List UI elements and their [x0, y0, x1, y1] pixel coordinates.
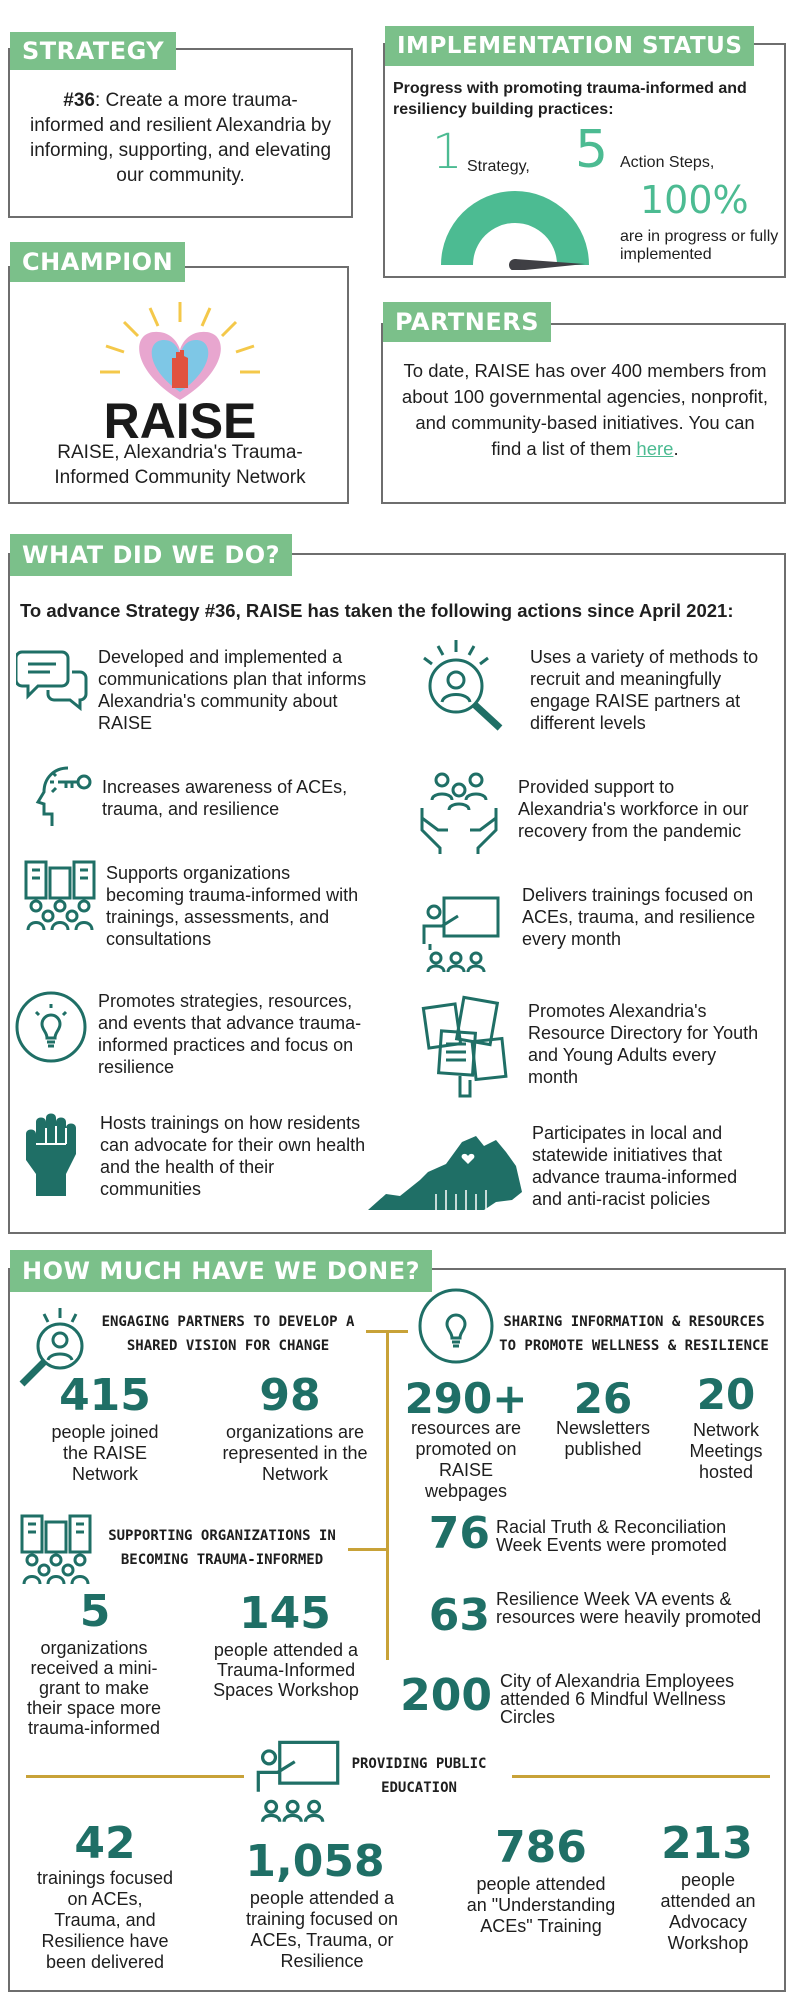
sharing-row-3-number: 200: [400, 1670, 492, 1721]
sharing-stat-1-number: 290+: [404, 1374, 528, 1423]
supporting-buildings-icon: [18, 1512, 94, 1588]
action-item-6: Delivers trainings focused on ACEs, trauma, and resilience every month: [522, 885, 756, 949]
sharing-row-2-text: Resilience Week VA events & resources were heavily promoted: [496, 1589, 762, 1627]
partners-list-link[interactable]: here: [636, 438, 674, 459]
sharing-stat-3-text: Network Meetings hosted: [689, 1420, 763, 1482]
magnify-person-icon: [412, 636, 512, 734]
education-stat-4-text: people attended an Advocacy Workshop: [660, 1870, 756, 1953]
sharing-heading: SHARING INFORMATION & RESOURCES TO PROMOTE WELLNESS & RESILIENCE: [499, 1314, 769, 1354]
strategy-description: : Create a more trauma-informed and resilient Alexandria by informing, supporting, and elevating our community.: [29, 90, 332, 186]
virginia-map-icon: [366, 1132, 526, 1212]
sharing-stat-1-text: resources are promoted on RAISE webpages: [410, 1418, 522, 1501]
engaging-heading: ENGAGING PARTNERS TO DEVELOP A SHARED VISION FOR CHANGE: [101, 1314, 355, 1354]
education-stat-3-text: people attended an "Understanding ACEs" Training: [466, 1874, 616, 1936]
sharing-stat-3-number: 20: [696, 1370, 756, 1419]
sharing-row-2-number: 63: [428, 1590, 490, 1641]
supporting-heading: SUPPORTING ORGANIZATIONS IN BECOMING TRAUMA-INFORMED: [108, 1528, 336, 1568]
actions-tag: WHAT DID WE DO?: [10, 534, 292, 576]
partners-description: To date, RAISE has over 400 members from about 100 governmental agencies, nonprofit, and community-based initiatives. You can find a list of them: [401, 360, 769, 459]
status-tag: IMPLEMENTATION STATUS: [385, 26, 754, 66]
sharing-row-3-text: City of Alexandria Employees attended 6 Mindful Wellness Circles: [500, 1671, 735, 1727]
hands-people-icon: [418, 770, 500, 854]
action-item-4: Provided support to Alexandria's workforce in our recovery from the pandemic: [518, 777, 749, 841]
progress-gauge: [435, 185, 595, 270]
action-item-2: Uses a variety of methods to recruit and meaningfully engage RAISE partners at different levels: [530, 647, 759, 733]
connector-top: [366, 1330, 408, 1333]
strategy-text: [28, 88, 333, 188]
action-count-label: Action Steps,: [620, 154, 715, 171]
head-key-icon: [22, 766, 94, 828]
education-stat-1-number: 42: [74, 1818, 136, 1869]
raised-fist-icon: [22, 1108, 84, 1196]
connector-bottom-right: [512, 1775, 770, 1778]
connector-vertical: [386, 1330, 389, 1660]
raise-logo: [90, 300, 270, 440]
engaging-stat-1-number: 415: [59, 1370, 151, 1421]
raise-logo-text: RAISE: [103, 393, 257, 440]
teacher-board-icon: [420, 894, 502, 974]
sharing-stat-2-number: 26: [573, 1374, 633, 1423]
lightbulb-icon: [14, 990, 88, 1064]
percent-complete: 100%: [640, 178, 749, 222]
partners-text: [400, 358, 770, 462]
partners-end: .: [673, 438, 679, 459]
supporting-stat-2-text: people attended a Trauma-Informed Spaces Workshop: [213, 1640, 359, 1700]
education-stat-2-text: people attended a training focused on ACEs, Trauma, or Resilience: [245, 1888, 399, 1971]
action-item-7: Promotes strategies, resources, and events that advance trauma-informed practices and focus on resilience: [98, 991, 362, 1077]
education-stat-3-number: 786: [495, 1822, 587, 1873]
education-teacher-icon: [254, 1738, 342, 1824]
sharing-row-1-text: Racial Truth & Reconciliation Week Events were promoted: [496, 1517, 727, 1555]
supporting-stat-1-number: 5: [79, 1586, 111, 1637]
education-stat-1-text: trainings focused on ACEs, Trauma, and Resilience have been delivered: [36, 1868, 174, 1972]
strategy-count: 1: [432, 124, 463, 180]
sharing-lightbulb-icon: [416, 1286, 496, 1366]
champion-tag: CHAMPION: [10, 242, 185, 282]
strategy-tag: STRATEGY: [10, 32, 176, 70]
chat-bubbles-icon: [16, 644, 90, 714]
education-heading: PROVIDING PUBLIC EDUCATION: [351, 1756, 487, 1796]
connector-bottom-left: [26, 1775, 244, 1778]
action-item-1: Developed and implemented a communications plan that informs Alexandria's community about RAISE: [98, 647, 367, 733]
action-count: 5: [575, 120, 609, 180]
action-item-10: Participates in local and statewide initiatives that advance trauma-informed and anti-racist policies: [532, 1123, 738, 1209]
sharing-stat-2-text: Newsletters published: [555, 1418, 651, 1459]
buildings-people-icon: [22, 858, 98, 934]
partners-tag: PARTNERS: [383, 302, 551, 342]
education-stat-2-number: 1,058: [245, 1836, 385, 1887]
documents-icon: [420, 992, 512, 1102]
action-item-3: Increases awareness of ACEs, trauma, and resilience: [102, 777, 348, 819]
engaging-stat-2-text: organizations are represented in the Network: [222, 1422, 368, 1484]
strategy-count-label: Strategy,: [467, 158, 530, 175]
action-item-9: Hosts trainings on how residents can advocate for their own health and the health of their communities: [100, 1113, 366, 1199]
fist-shape: [26, 1114, 76, 1197]
done-tag: HOW MUCH HAVE WE DONE?: [10, 1250, 432, 1292]
action-item-5: Supports organizations becoming trauma-informed with trainings, assessments, and consultations: [106, 863, 359, 949]
strategy-number: #36: [63, 90, 95, 111]
champion-caption: RAISE, Alexandria's Trauma-Informed Community Network: [54, 442, 306, 488]
education-stat-4-number: 213: [661, 1818, 753, 1869]
action-item-8: Promotes Alexandria's Resource Directory for Youth and Young Adults every month: [528, 1001, 759, 1087]
supporting-stat-1-text: organizations received a mini-grant to make their space more trauma-informed: [26, 1638, 162, 1738]
status-caption: are in progress or fully implemented: [620, 228, 779, 263]
connector-middle: [348, 1548, 388, 1551]
gauge-arc: [441, 191, 589, 265]
engaging-stat-1-text: people joined the RAISE Network: [51, 1422, 159, 1484]
state-shape: [368, 1136, 522, 1210]
status-heading: Progress with promoting trauma-informed and resiliency building practices:: [393, 80, 747, 118]
engaging-stat-2-number: 98: [259, 1370, 321, 1421]
actions-intro: To advance Strategy #36, RAISE has taken the following actions since April 2021:: [20, 600, 734, 621]
sharing-row-1-number: 76: [428, 1508, 490, 1559]
supporting-stat-2-number: 145: [239, 1588, 331, 1639]
